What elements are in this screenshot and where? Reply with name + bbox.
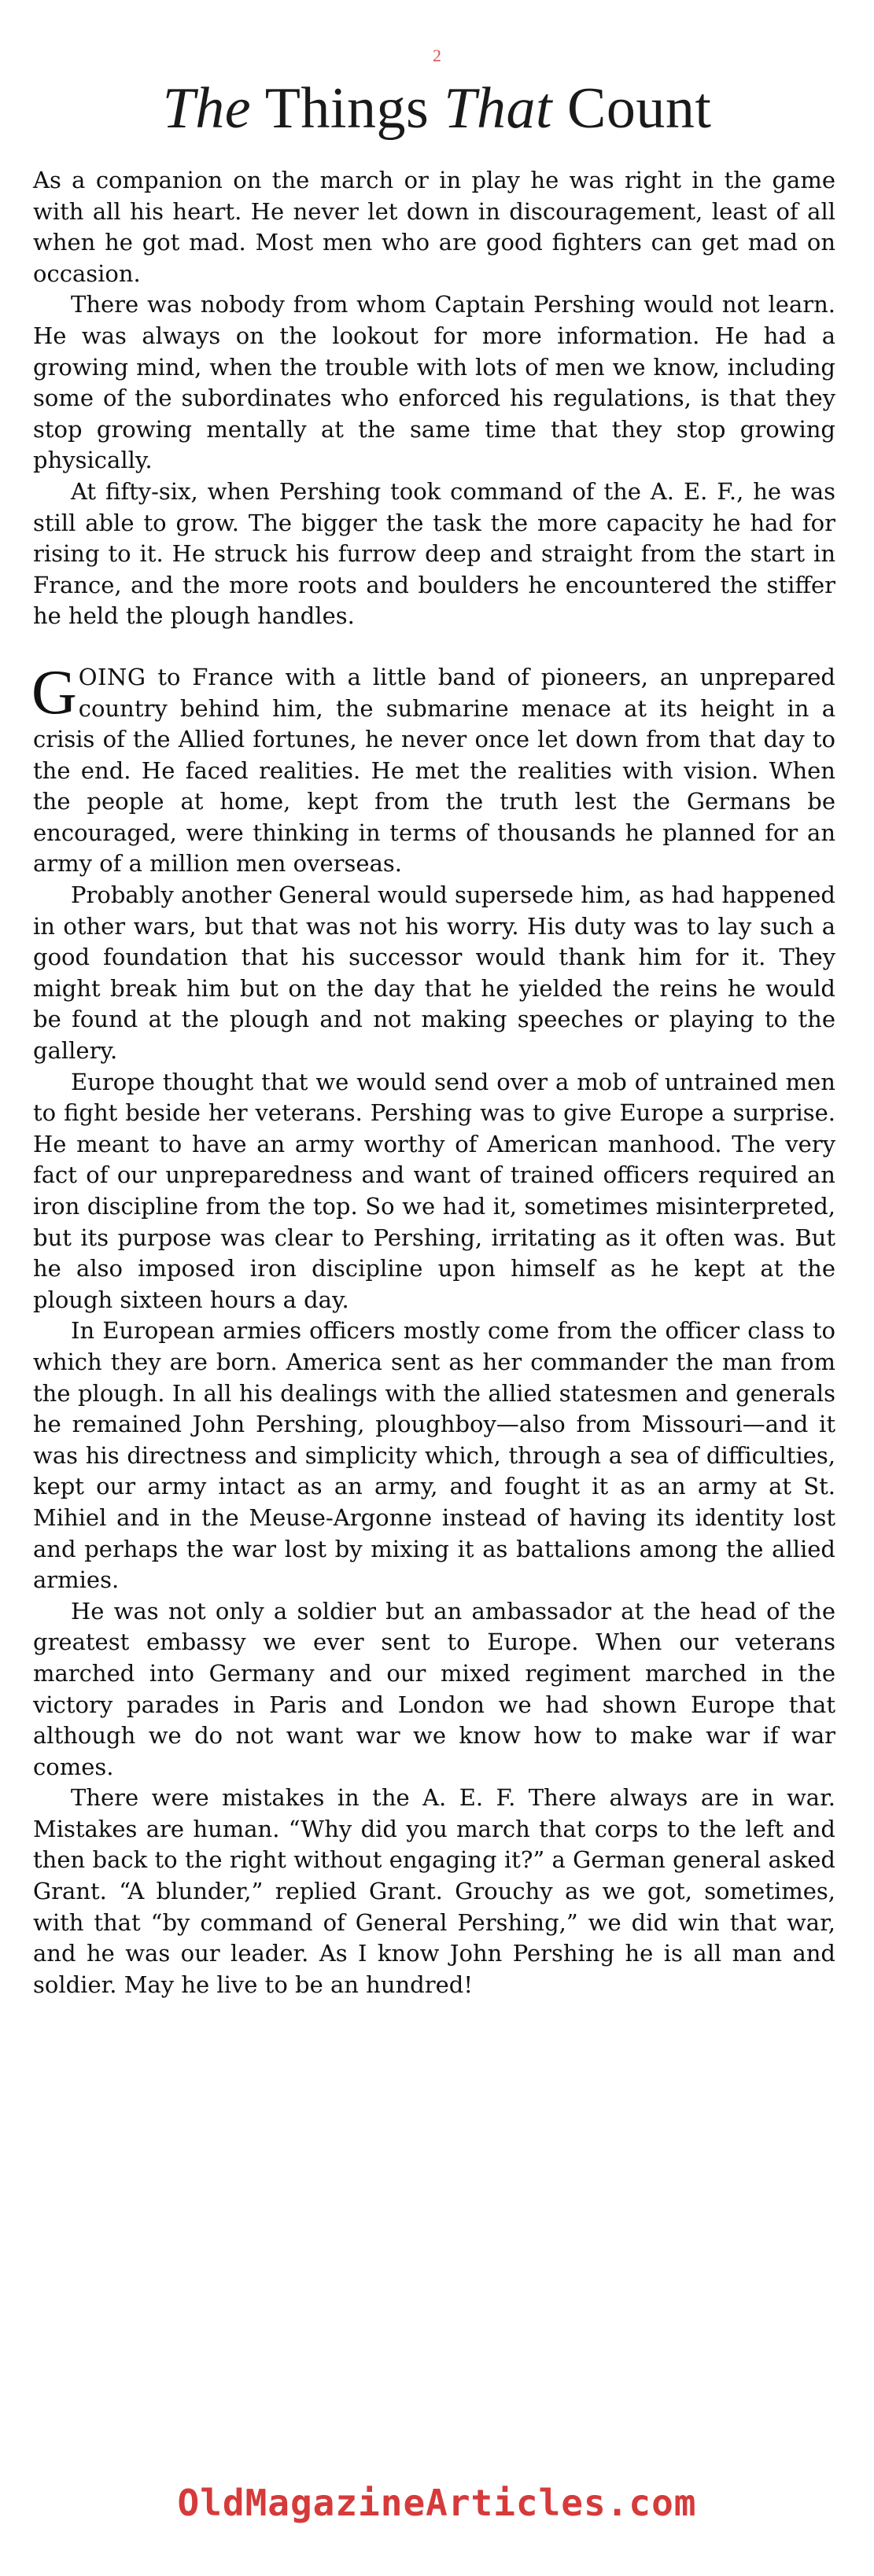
paragraph: There were mistakes in the A. E. F. There always are in war. Mistakes are human. “Why did you march that corps to the left and then back to the right without engaging it?” a German general asked Grant. “A blunder,” replied Grant. Grouchy as we got, sometimes, with that “by command of General Pershing,” we did win that war, and he was our leader. As I know John Pershing he is all man and soldier. May he live to be an hundred! [33,1784,835,1998]
paragraph: As a companion on the march or in play he was right in the game with all his heart. He never let down in discouragement, least of all when he got mad. Most men who are good fighters can get mad on occasion. [33,167,835,287]
paragraph: Europe thought that we would send over a mob of untrained men to fight beside her veterans. Pershing was to give Europe a surprise. He meant to have an army worthy of American manhood. The very fact of our unpreparedness and want of trained officers required an iron discipline from the top. So we had it, sometimes misinterpreted, but its purpose was clear to Pershing, irritating as it often was. But he also imposed iron discipline upon himself as he kept at the plough sixteen hours a day. [33,1068,835,1313]
title-word-things: Things [251,76,444,141]
paragraph: He was not only a soldier but an ambassador at the head of the greatest embassy we ever sent to Europe. When our veterans marched into Germany and our mixed regiment marched in the victory parades in Paris and London we had shown Europe that although we do not want war we know how to make war if war comes. [33,1597,835,1780]
dropcap-paragraph-text: to France with a little band of pioneers, an unprepared country behind him, the submarine menace at its height in a crisis of the Allied fortunes, he never once let down from that day to the end. He faced realities. He met the realities with vision. When the people at home, kept from the truth lest the Germans be encouraged, were thinking in terms of thousands he planned for an army of a million men overseas. [33,663,835,878]
page-number: 2 [433,46,441,65]
paragraph: There was nobody from whom Captain Pershing would not learn. He was always on the lookout for more information. He had a growing mind, when the trouble with lots of men we know, including some of the subordinates who enforced his regulations, is that they stop growing mentally at the same time that they stop growing physically. [33,291,835,474]
paragraph: At fifty-six, when Pershing took command of the A. E. F., he was still able to grow. The bigger the task the more capacity he had for rising to it. He struck his furrow deep and straight from the start in France, and the more roots and boulders he encountered the stiffer he held the plough handles. [33,477,835,630]
drop-cap-letter: G [31,657,77,727]
article-title [0,75,874,142]
dropcap-paragraph [31,657,835,880]
dropcap-lead-word: OING [78,663,146,690]
title-word-count: Count [552,76,712,141]
paragraph: Probably another General would supersede him, as had happened in other wars, but that was not his worry. His duty was to lay such a good foundation that his successor would thank him for it. They might break him but on the day that he yielded the reins he would be found at the plough and not making speeches or playing to the gallery. [33,881,835,1065]
title-word-that: That [444,76,553,141]
section-break [33,632,835,662]
title-word-the: The [162,76,252,141]
article-body [33,165,835,2000]
site-watermark: OldMagazineArticles.com [177,2482,697,2524]
paragraph: In European armies officers mostly come from the officer class to which they are born. America sent as her commander the man from the plough. In all his dealings with the allied statesmen and generals he remained John Pershing, ploughboy—also from Missouri—and it was his directness and simplicity which, through a sea of difficulties, kept our army intact as an army, and fought it as an army at St. Mihiel and in the Meuse-Argonne instead of having its identity lost and perhaps the war lost by mixing it as battalions among the allied armies. [33,1317,835,1594]
